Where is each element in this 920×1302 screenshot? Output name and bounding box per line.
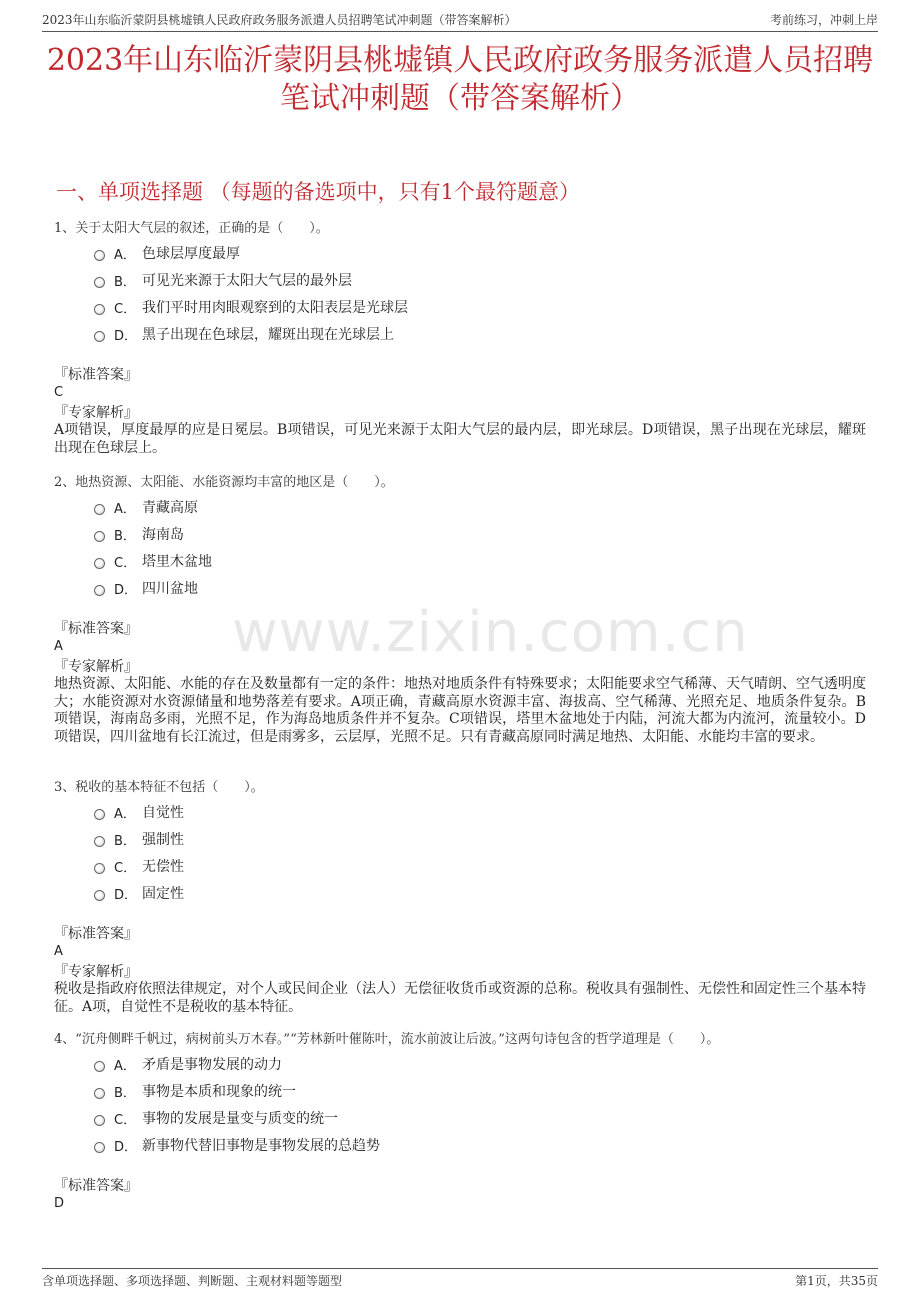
option-b[interactable] <box>94 524 184 544</box>
option-text: 我们平时用肉眼观察到的太阳表层是光球层 <box>142 300 408 316</box>
question-4 <box>54 1031 866 1211</box>
option-c[interactable] <box>94 551 212 571</box>
answer-block <box>54 1177 866 1213</box>
option-d[interactable] <box>94 324 394 344</box>
option-label: A． <box>114 501 136 517</box>
page-footer <box>42 1268 878 1291</box>
option-a[interactable] <box>94 802 184 822</box>
answer-block <box>54 366 866 402</box>
option-c[interactable] <box>94 1108 338 1128</box>
radio-icon[interactable] <box>94 504 105 515</box>
radio-icon[interactable] <box>94 277 105 288</box>
option-text: 四川盆地 <box>142 581 198 597</box>
option-text: 固定性 <box>142 886 184 902</box>
option-label: B． <box>114 528 136 544</box>
radio-icon[interactable] <box>94 1142 105 1153</box>
option-text: 黑子出现在色球层，耀斑出现在光球层上 <box>142 327 394 343</box>
option-b[interactable] <box>94 270 352 290</box>
radio-icon[interactable] <box>94 809 105 820</box>
radio-icon[interactable] <box>94 890 105 901</box>
analysis-text: A项错误，厚度最厚的应是日冕层。B项错误，可见光来源于太阳大气层的最内层，即光球层。D项错误，黑子出现在光球层，耀斑出现在色球层上。 <box>54 422 866 456</box>
option-a[interactable] <box>94 497 198 517</box>
radio-icon[interactable] <box>94 585 105 596</box>
option-text: 事物是本质和现象的统一 <box>142 1084 296 1100</box>
answer-label: 『标准答案』 <box>54 1178 138 1194</box>
option-label: B． <box>114 1085 136 1101</box>
answer-block <box>54 620 866 656</box>
radio-icon[interactable] <box>94 531 105 542</box>
answer-block <box>54 925 866 961</box>
radio-icon[interactable] <box>94 304 105 315</box>
option-c[interactable] <box>94 856 184 876</box>
option-label: A． <box>114 1058 136 1074</box>
radio-icon[interactable] <box>94 331 105 342</box>
option-label: D． <box>114 887 138 903</box>
option-label: C． <box>114 1112 137 1128</box>
option-text: 海南岛 <box>142 527 184 543</box>
option-label: A． <box>114 806 136 822</box>
option-text: 色球层厚度最厚 <box>142 246 240 262</box>
radio-icon[interactable] <box>94 1115 105 1126</box>
option-text: 塔里木盆地 <box>142 554 212 570</box>
option-label: C． <box>114 555 137 571</box>
option-label: D． <box>114 328 138 344</box>
option-text: 可见光来源于太阳大气层的最外层 <box>142 273 352 289</box>
option-label: D． <box>114 1139 138 1155</box>
footer-question-types: 含单项选择题、多项选择题、判断题、主观材料题等题型 <box>42 1273 343 1288</box>
radio-icon[interactable] <box>94 836 105 847</box>
option-text: 矛盾是事物发展的动力 <box>142 1057 282 1073</box>
question-stem: 2、地热资源、太阳能、水能资源均丰富的地区是（ ）。 <box>54 475 394 490</box>
header-doc-title: 2023年山东临沂蒙阴县桃墟镇人民政府政务服务派遣人员招聘笔试冲刺题（带答案解析） <box>42 13 517 27</box>
document-title: 2023年山东临沂蒙阴县桃墟镇人民政府政务服务派遣人员招聘笔试冲刺题（带答案解析） <box>46 43 874 116</box>
radio-icon[interactable] <box>94 863 105 874</box>
header-slogan: 考前练习，冲刺上岸 <box>769 13 878 27</box>
option-d[interactable] <box>94 578 198 598</box>
option-label: B． <box>114 833 136 849</box>
page-number: 第1页，共35页 <box>795 1273 878 1288</box>
answer-value: A <box>54 944 63 959</box>
answer-label: 『标准答案』 <box>54 367 138 383</box>
answer-value: C <box>54 385 64 400</box>
radio-icon[interactable] <box>94 250 105 261</box>
analysis-block <box>54 404 866 457</box>
analysis-text: 税收是指政府依照法律规定，对个人或民间企业（法人）无偿征收货币或资源的总称。税收具有强制性、无偿性和固定性三个基本特征。A项，自觉性不是税收的基本特征。 <box>54 981 866 1015</box>
question-stem: 3、税收的基本特征不包括（ ）。 <box>54 780 264 795</box>
question-stem: 4、“沉舟侧畔千帆过，病树前头万木春。”“芳林新叶催陈叶，流水前波让后波。”这两句诗包含的哲学道理是（ ）。 <box>54 1032 720 1047</box>
option-text: 无偿性 <box>142 859 184 875</box>
option-d[interactable] <box>94 883 184 903</box>
option-text: 新事物代替旧事物是事物发展的总趋势 <box>142 1138 380 1154</box>
option-text: 自觉性 <box>142 805 184 821</box>
option-a[interactable] <box>94 243 240 263</box>
option-text: 强制性 <box>142 832 184 848</box>
option-text: 青藏高原 <box>142 500 198 516</box>
option-text: 事物的发展是量变与质变的统一 <box>142 1111 338 1127</box>
option-b[interactable] <box>94 1081 296 1101</box>
analysis-text: 地热资源、太阳能、水能的存在及数量都有一定的条件：地热对地质条件有特殊要求；太阳能要求空气稀薄、天气晴朗、空气透明度大；水能资源对水资源储量和地势落差有要求。A项正确，青藏高原水资源丰富、海拔高、空气稀薄、光照充足、地质条件复杂。B项错误，海南岛多雨，光照不足，作为海岛地质条件并不复杂。C项错误，塔里木盆地处于内陆，河流大都为内流河，流量较小。D项错误，四川盆地有长江流过，但是雨雾多，云层厚，光照不足。只有青藏高原同时满足地热、太阳能、水能均丰富的要求。 <box>54 676 866 745</box>
watermark: www.zixin.com.cn <box>232 600 749 665</box>
option-label: B． <box>114 274 136 290</box>
radio-icon[interactable] <box>94 1061 105 1072</box>
option-c[interactable] <box>94 297 408 317</box>
question-3 <box>54 779 866 1015</box>
answer-value: D <box>54 1196 65 1211</box>
question-stem: 1、关于太阳大气层的叙述，正确的是（ ）。 <box>54 221 329 236</box>
option-label: C． <box>114 860 137 876</box>
section-heading: 一、单项选择题 （每题的备选项中，只有1个最符题意） <box>56 180 581 204</box>
analysis-label: 『专家解析』 <box>54 405 138 421</box>
option-label: A． <box>114 247 136 263</box>
analysis-block <box>54 658 866 746</box>
page-header <box>42 10 878 32</box>
question-1 <box>54 220 866 456</box>
radio-icon[interactable] <box>94 558 105 569</box>
analysis-label: 『专家解析』 <box>54 964 138 980</box>
option-label: C． <box>114 301 137 317</box>
analysis-label: 『专家解析』 <box>54 659 138 675</box>
option-d[interactable] <box>94 1135 380 1155</box>
answer-label: 『标准答案』 <box>54 926 138 942</box>
answer-value: A <box>54 639 63 654</box>
radio-icon[interactable] <box>94 1088 105 1099</box>
answer-label: 『标准答案』 <box>54 621 138 637</box>
analysis-block <box>54 963 866 1016</box>
option-label: D． <box>114 582 138 598</box>
option-b[interactable] <box>94 829 184 849</box>
option-a[interactable] <box>94 1054 282 1074</box>
